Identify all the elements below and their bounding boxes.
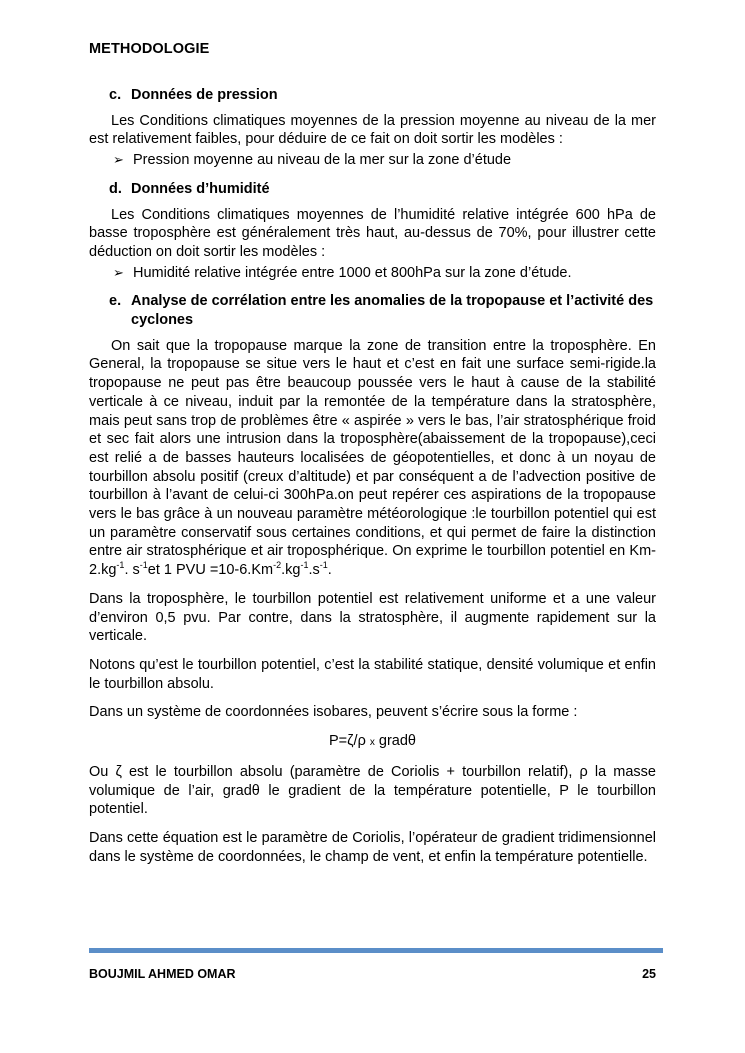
equation-operator: x xyxy=(369,737,375,749)
section-e-main-text: On sait que la tropopause marque la zone de transition entre la troposphère. En General, la tropopause se situe vers le haut et c’est en fait une surface semi-rigide.la tropopause ne peut pas être beaucoup poussée vers le haut à cause de la stabilité verticale à ce niveau, induit par la remontée de la température dans la stratosphère, mais peut sans trop de problèmes être « aspirée » vers le bas, l’air stratosphérique froid et sec fait alors une intrusion dans la troposphère(abaissement de la tropopause),ceci est relié a de basses hauteurs localisées de géopotentielles, et donc à un noyau de tourbillon absolu positif (creux d’altitude) et par conséquent a de l’advection positive de tourbillon à l’avant de celui-ci 300hPa.on peut repérer ces aspirations de la tropopause vers le bas grâce à un nouveau paramètre météorologique :le tourbillon potentiel qui est un paramètre conservatif sous certaines conditions, et qui permet de faire la distinction entre air stratosphérique et air troposphérique. On exprime le tourbillon potentiel en Km-2.kg xyxy=(89,337,656,579)
unit-text: et 1 PVU =10-6.Km xyxy=(147,562,274,579)
exponent: -1 xyxy=(319,560,328,571)
section-d-bullet-text: Humidité relative intégrée entre 1000 et 800hPa sur la zone d’étude. xyxy=(133,264,572,281)
paragraph-notons: Notons qu’est le tourbillon potentiel, c’est la stabilité statique, densité volumique et enfin le tourbillon absolu. xyxy=(89,656,656,692)
footer-page-number: 25 xyxy=(642,967,656,981)
arrow-bullet-icon: ➢ xyxy=(113,152,124,168)
unit-text: .s xyxy=(308,562,320,579)
section-e-heading xyxy=(109,292,656,329)
exponent: -2 xyxy=(273,560,282,571)
section-e-title: Analyse de corrélation entre les anomalies de la tropopause et l’activité des cyclones xyxy=(131,293,654,329)
section-c-heading xyxy=(109,86,656,105)
section-c-paragraph: Les Conditions climatiques moyennes de la pression moyenne au niveau de la mer est relativement faibles, pour déduire de ce fait on doit sortir les modèles : xyxy=(89,112,656,148)
paragraph-troposphere: Dans la troposphère, le tourbillon potentiel est relativement uniforme et a une valeur d’environ 0,5 pvu. Par contre, dans la stratosphère, il augmente rapidement sur la verticale. xyxy=(89,590,656,645)
section-c-bullet-text: Pression moyenne au niveau de la mer sur la zone d’étude xyxy=(133,152,512,169)
section-c-bullet xyxy=(113,151,656,170)
equation-left: P=ζ/ρ xyxy=(329,733,366,750)
section-d-heading xyxy=(109,180,656,199)
arrow-bullet-icon: ➢ xyxy=(113,264,124,280)
section-d-bullet xyxy=(113,264,656,283)
unit-text: .kg xyxy=(281,562,301,579)
footer-author: BOUJMIL AHMED OMAR xyxy=(89,967,236,981)
paragraph-coriolis: Dans cette équation est le paramètre de Coriolis, l’opérateur de gradient tridimensionnel dans le système de coordonnées, le champ de vent, et enfin la température potentielle. xyxy=(89,829,656,865)
unit-text: . xyxy=(327,562,332,579)
section-c-title: Données de pression xyxy=(131,87,278,103)
equation-right: gradθ xyxy=(378,733,416,750)
section-d-title: Données d’humidité xyxy=(131,180,270,197)
page-header-title: METHODOLOGIE xyxy=(89,41,210,57)
section-e-letter: e. xyxy=(109,293,122,310)
document-body xyxy=(89,86,656,876)
equation xyxy=(89,732,656,753)
section-c-letter: c. xyxy=(109,87,122,103)
exponent: -1 xyxy=(116,560,125,571)
section-e-paragraph xyxy=(89,337,656,580)
paragraph-zeta: Ou ζ est le tourbillon absolu (paramètre de Coriolis + tourbillon relatif), ρ la masse volumique de l’air, gradθ le gradient de la température potentielle, P le tourbillon potentiel. xyxy=(89,763,656,818)
footer-rule xyxy=(89,948,663,953)
section-d-letter: d. xyxy=(109,180,122,197)
paragraph-isobares: Dans un système de coordonnées isobares, peuvent s’écrire sous la forme : xyxy=(89,704,578,721)
exponent: -1 xyxy=(300,560,309,571)
section-d-paragraph: Les Conditions climatiques moyennes de l’humidité relative intégrée 600 hPa de basse troposphère est généralement très haut, au-dessus de 70%, pour illustrer cette déduction on doit sortir les modèles : xyxy=(89,206,656,260)
exponent: -1 xyxy=(139,560,148,571)
unit-text: . s xyxy=(124,562,140,579)
